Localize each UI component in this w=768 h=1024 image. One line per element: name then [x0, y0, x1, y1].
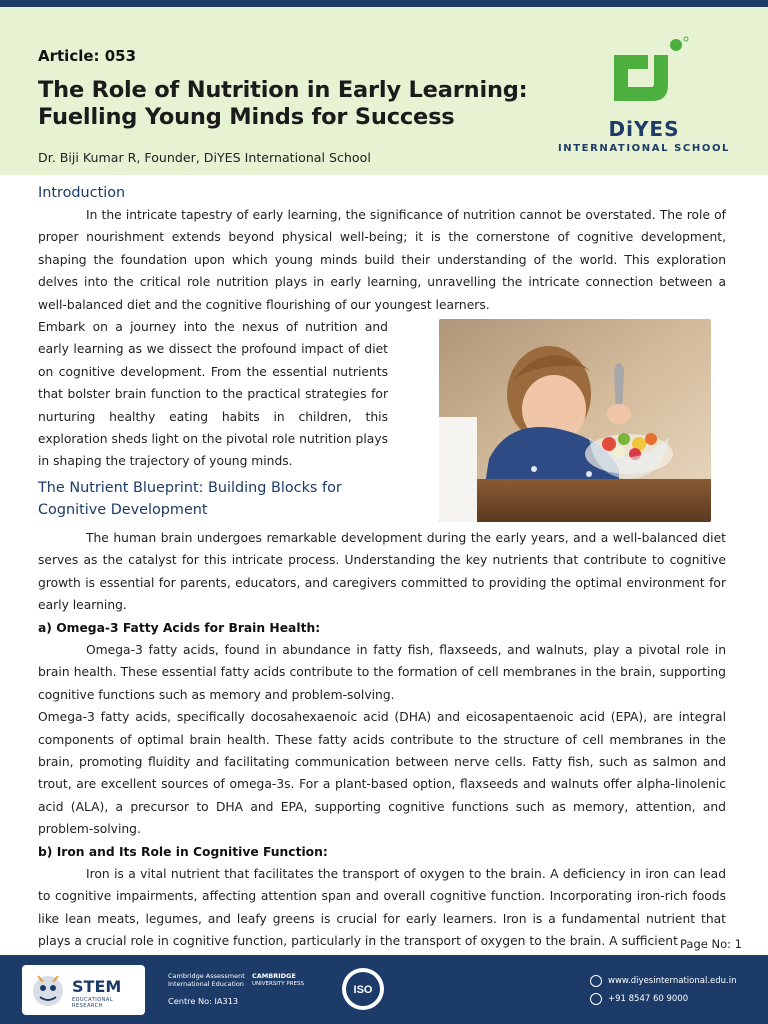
stem-label: STEM [72, 977, 122, 996]
omega-heading: a) Omega-3 Fatty Acids for Brain Health: [38, 620, 321, 635]
top-accent-bar [0, 0, 768, 7]
iso-label: ISO [353, 984, 373, 996]
website-row [590, 975, 737, 987]
iso-certified-badge-icon [340, 964, 386, 1014]
article-title [38, 77, 558, 131]
globe-icon [590, 975, 602, 987]
diyes-logo-icon [610, 35, 690, 115]
website-link[interactable]: www.diyesinternational.edu.in [608, 976, 737, 986]
phone-icon [590, 993, 602, 1005]
page-footer [0, 955, 768, 1024]
author-byline: Dr. Biji Kumar R, Founder, DiYES International School [38, 150, 371, 165]
child-photo-illustration [439, 319, 711, 522]
iron-paragraph-1: Iron is a vital nutrient that facilitates the transport of oxygen to the brain. A deficiency in iron can lead to cognitive impairments, affecting attention span and overall cognitive function. Incorporating iron-rich foods like lean meats, legumes, and leafy greens is crucial for early learners. Iron is a fundamental nutrient that plays a crucial role in cognitive function, particularly in the transport of oxygen to the brain. A sufficient [38, 866, 726, 949]
blueprint-paragraph-1: The human brain undergoes remarkable development during the early years, and a well-balanced diet serves as the catalyst for this intricate process. Understanding the key nutrients that contribute to cognitive growth is essential for parents, educators, and caregivers committed to providing the optimal environment for early learning. [38, 530, 726, 613]
page-number: Page No: 1 [680, 937, 742, 951]
phone-row [590, 993, 688, 1005]
article-number: Article: 053 [38, 47, 137, 65]
title-line-2: Fuelling Young Minds for Success [38, 104, 455, 130]
blueprint-heading-line-1: The Nutrient Blueprint: Building Blocks for [38, 479, 342, 496]
blueprint-heading [38, 477, 388, 521]
article-header [0, 7, 768, 175]
stem-subtitle: EDUCATIONAL RESEARCH [72, 997, 114, 1009]
iron-heading: b) Iron and Its Role in Cognitive Function: [38, 844, 328, 859]
intro-paragraph-2: Embark on a journey into the nexus of nutrition and early learning as we dissect the profound impact of diet on cognitive development. From the essential nutrients that bolster brain function to the practical strategies for nurturing healthy eating habits in children, this exploration sheds light on the pivotal role nutrition plays in shaping the trajectory of young minds. [38, 320, 388, 469]
cambridge-press-line-1: CAMBRIDGE [252, 972, 296, 980]
child-eating-photo [439, 319, 711, 522]
stem-mascot-icon [28, 971, 68, 1009]
cambridge-assessment-logo [168, 973, 245, 988]
cambridge-press-logo [252, 973, 304, 988]
cambridge-assessment-line-2: International Education [168, 979, 244, 988]
intro-heading: Introduction [38, 185, 126, 201]
school-logo [555, 35, 735, 160]
cambridge-assessment-line-1: Cambridge Assessment [168, 972, 245, 980]
blueprint-heading-line-2: Cognitive Development [38, 501, 208, 518]
title-line-1: The Role of Nutrition in Early Learning: [38, 77, 528, 103]
omega-paragraph-2: Omega-3 fatty acids, specifically docosahexaenoic acid (DHA) and eicosapentaenoic acid (EPA), are integral components of optimal brain health. These fatty acids contribute to the structure of cell membranes in the brain, promoting fluidity and facilitating communication between nerve cells. Fatty fish, such as salmon and trout, are excellent sources of omega-3s. For a plant-based option, flaxseeds and walnuts offer alpha-linolenic acid (ALA), a precursor to DHA and EPA, supporting cognitive functions such as memory, attention, and problem-solving. [38, 710, 726, 837]
cambridge-press-line-2: UNIVERSITY PRESS [252, 980, 304, 987]
logo-name: DiYES [608, 117, 680, 141]
stem-badge [22, 965, 145, 1015]
centre-number: Centre No: IA313 [168, 996, 239, 1006]
article-body [38, 182, 726, 953]
logo-subtitle: INTERNATIONAL SCHOOL [557, 143, 731, 154]
phone-number[interactable]: +91 8547 60 9000 [608, 994, 689, 1004]
omega-paragraph-1: Omega-3 fatty acids, found in abundance in fatty fish, flaxseeds, and walnuts, play a pivotal role in brain health. These essential fatty acids contribute to the formation of cell membranes in the brain, supporting cognitive functions such as memory and problem-solving. [38, 642, 726, 702]
intro-paragraph-1: In the intricate tapestry of early learning, the significance of nutrition cannot be overstated. The role of proper nourishment extends beyond physical well-being; it is the cornerstone of cognitive development, shaping the foundation upon which young minds build their understanding of the world. This exploration delves into the critical role nutrition plays in early learning, unravelling the intricate connection between a well-balanced diet and the cognitive flourishing of our youngest learners. [38, 208, 726, 312]
